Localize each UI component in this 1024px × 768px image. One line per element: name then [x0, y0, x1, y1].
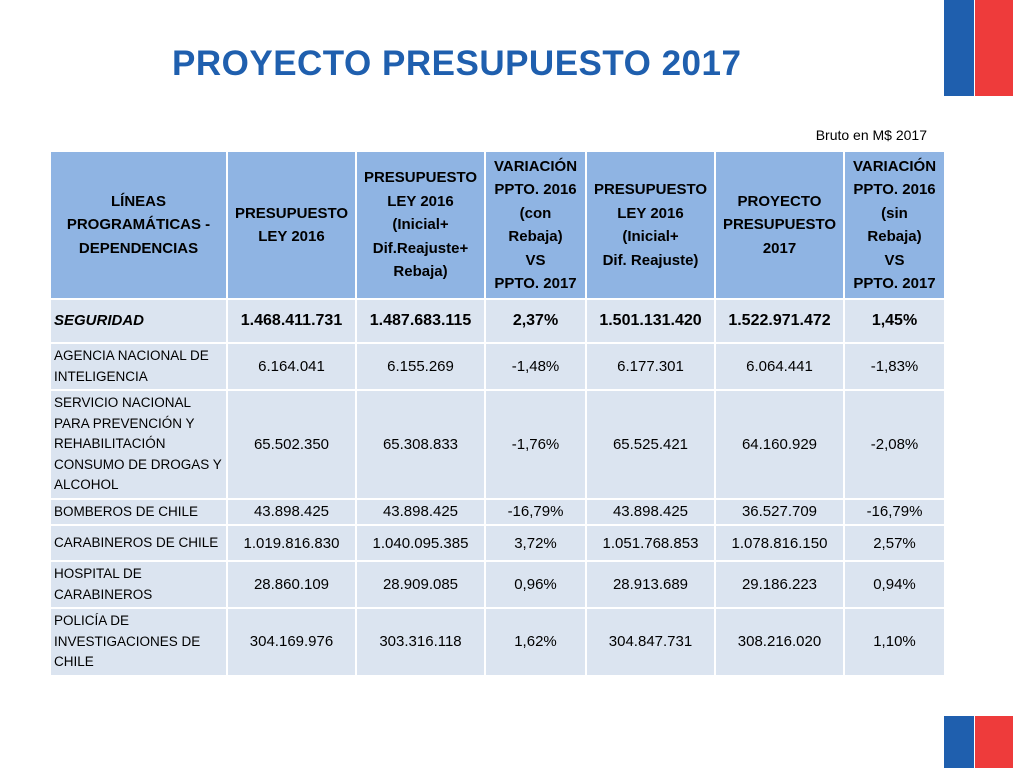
value-cell: 1.051.768.853: [586, 525, 715, 561]
value-cell: 1.468.411.731: [227, 299, 356, 343]
table-body: [50, 299, 945, 676]
flag-stripe-red-bottom: [975, 716, 1013, 768]
value-cell: 43.898.425: [586, 499, 715, 526]
flag-stripe-blue-bottom: [944, 716, 974, 768]
unit-note: Bruto en M$ 2017: [815, 127, 927, 143]
value-cell: 28.860.109: [227, 561, 356, 608]
value-cell: 1,10%: [844, 608, 945, 676]
table-row: [50, 608, 945, 676]
value-cell: 1.019.816.830: [227, 525, 356, 561]
row-label: BOMBEROS DE CHILE: [50, 499, 227, 526]
table-row: [50, 561, 945, 608]
value-cell: -1,76%: [485, 390, 586, 499]
value-cell: 6.177.301: [586, 343, 715, 390]
value-cell: 1,45%: [844, 299, 945, 343]
header-cell: LÍNEAS PROGRAMÁTICAS - DEPENDENCIAS: [50, 151, 227, 299]
value-cell: 1.501.131.420: [586, 299, 715, 343]
value-cell: -1,48%: [485, 343, 586, 390]
value-cell: 6.155.269: [356, 343, 485, 390]
value-cell: -2,08%: [844, 390, 945, 499]
table-row-total: [50, 299, 945, 343]
row-label: HOSPITAL DE CARABINEROS: [50, 561, 227, 608]
value-cell: 2,57%: [844, 525, 945, 561]
header-cell: PRESUPUESTO LEY 2016 (Inicial+ Dif.Reajuste+ Rebaja): [356, 151, 485, 299]
value-cell: 43.898.425: [356, 499, 485, 526]
table-row: [50, 343, 945, 390]
flag-stripe-red-top: [975, 0, 1013, 96]
page-title: PROYECTO PRESUPUESTO 2017: [172, 44, 742, 83]
header-cell: PROYECTO PRESUPUESTO 2017: [715, 151, 844, 299]
value-cell: 65.308.833: [356, 390, 485, 499]
budget-table: [49, 150, 946, 677]
value-cell: 0,94%: [844, 561, 945, 608]
value-cell: 65.525.421: [586, 390, 715, 499]
table-row: [50, 499, 945, 526]
value-cell: 308.216.020: [715, 608, 844, 676]
value-cell: 1,62%: [485, 608, 586, 676]
value-cell: 303.316.118: [356, 608, 485, 676]
row-label: SEGURIDAD: [50, 299, 227, 343]
value-cell: 1.522.971.472: [715, 299, 844, 343]
value-cell: 65.502.350: [227, 390, 356, 499]
row-label: POLICÍA DE INVESTIGACIONES DE CHILE: [50, 608, 227, 676]
table-row: [50, 525, 945, 561]
value-cell: -1,83%: [844, 343, 945, 390]
row-label: AGENCIA NACIONAL DE INTELIGENCIA: [50, 343, 227, 390]
header-cell: VARIACIÓN PPTO. 2016 (con Rebaja) VS PPTO. 2017: [485, 151, 586, 299]
header-row: [50, 151, 945, 299]
value-cell: 6.064.441: [715, 343, 844, 390]
header-cell: PRESUPUESTO LEY 2016 (Inicial+ Dif. Reajuste): [586, 151, 715, 299]
value-cell: 0,96%: [485, 561, 586, 608]
header-cell: VARIACIÓN PPTO. 2016 (sin Rebaja) VS PPTO. 2017: [844, 151, 945, 299]
header-cell: PRESUPUESTO LEY 2016: [227, 151, 356, 299]
value-cell: 3,72%: [485, 525, 586, 561]
flag-stripe-blue-top: [944, 0, 974, 96]
value-cell: 2,37%: [485, 299, 586, 343]
value-cell: 43.898.425: [227, 499, 356, 526]
value-cell: 1.078.816.150: [715, 525, 844, 561]
row-label: SERVICIO NACIONAL PARA PREVENCIÓN Y REHABILITACIÓN CONSUMO DE DROGAS Y ALCOHOL: [50, 390, 227, 499]
row-label: CARABINEROS DE CHILE: [50, 525, 227, 561]
value-cell: 1.040.095.385: [356, 525, 485, 561]
value-cell: 64.160.929: [715, 390, 844, 499]
value-cell: -16,79%: [485, 499, 586, 526]
value-cell: 29.186.223: [715, 561, 844, 608]
value-cell: -16,79%: [844, 499, 945, 526]
value-cell: 304.169.976: [227, 608, 356, 676]
value-cell: 1.487.683.115: [356, 299, 485, 343]
value-cell: 28.909.085: [356, 561, 485, 608]
value-cell: 304.847.731: [586, 608, 715, 676]
table-row: [50, 390, 945, 499]
value-cell: 6.164.041: [227, 343, 356, 390]
value-cell: 28.913.689: [586, 561, 715, 608]
value-cell: 36.527.709: [715, 499, 844, 526]
